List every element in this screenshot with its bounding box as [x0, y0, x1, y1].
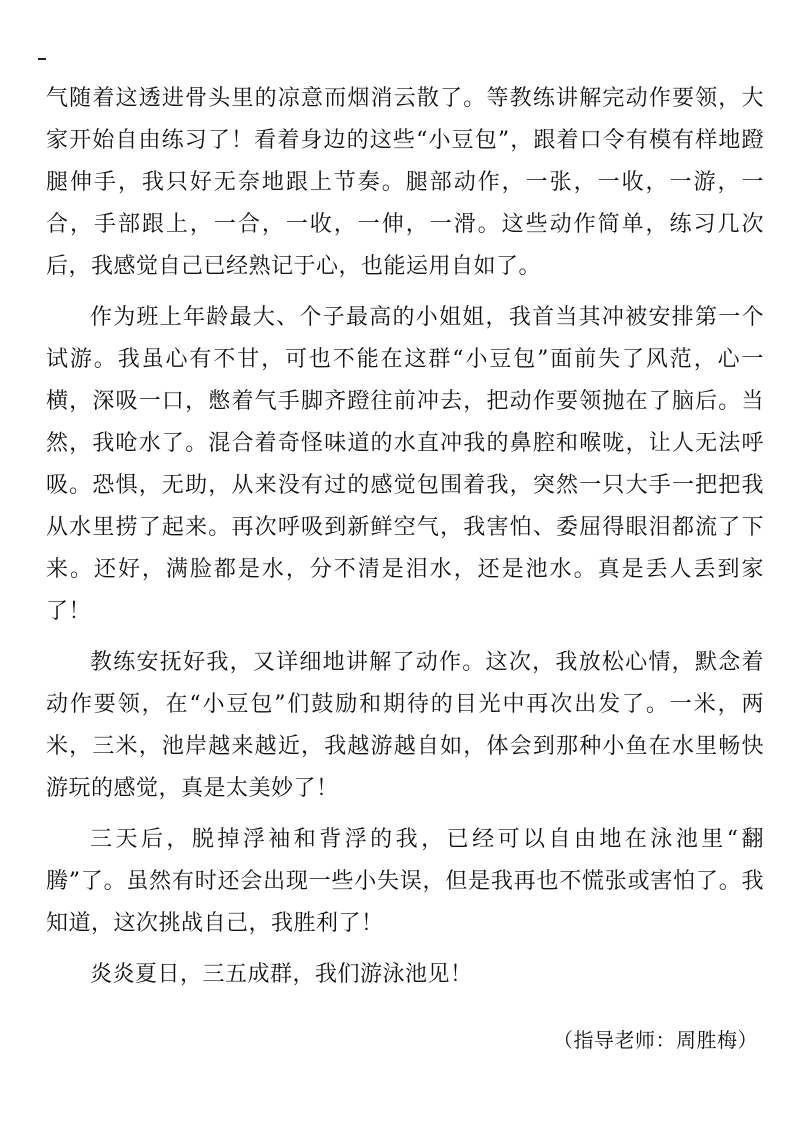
paragraph-5: 炎炎夏日，三五成群，我们游泳池见！	[90, 962, 473, 987]
paragraph-1: 气随着这透进骨头里的凉意而烟消云散了。等教练讲解完动作要领，大家开始自由练习了！看着身边的这些“小豆包”，跟着口令有模有样地蹬腿伸手，我只好无奈地跟上节奏。腿部动作，一张，一收，一游，一合，手部跟上，一合，一收，一伸，一滑。这些动作简单，练习几次后，我感觉自己已经熟记于心，也能运用自如了。	[46, 86, 764, 279]
paragraph-3: 教练安抚好我，又详细地讲解了动作。这次，我放松心情，默念着动作要领，在“小豆包”们鼓励和期待的目光中再次出发了。一米，两米，三米，池岸越来越近，我越游越自如，体会到那种小鱼在水里畅快游玩的感觉，真是太美妙了！	[46, 650, 764, 801]
paragraph-2: 作为班上年龄最大、个子最高的小姐姐，我首当其冲被安排第一个试游。我虽心有不甘，可也不能在这群“小豆包”面前失了风范，心一横，深吸一口，憋着气手脚齐蹬往前冲去，把动作要领抛在了脑后。当然，我呛水了。混合着奇怪味道的水直冲我的鼻腔和喉咙，让人无法呼吸。恐惧，无助，从来没有过的感觉包围着我，突然一只大手一把把我从水里捞了起来。再次呼吸到新鲜空气，我害怕、委屈得眼泪都流了下来。还好，满脸都是水，分不清是泪水，还是池水。真是丢人丢到家了！	[46, 305, 764, 624]
page-corner-mark	[38, 58, 46, 60]
paragraph-4: 三天后，脱掉浮袖和背浮的我，已经可以自由地在泳池里“翻腾”了。虽然有时还会出现一些小失误，但是我再也不慌张或害怕了。我知道，这次挑战自己，我胜利了！	[46, 827, 764, 936]
article-body	[46, 78, 764, 996]
teacher-signature: （指导老师：周胜梅）	[553, 1028, 758, 1052]
